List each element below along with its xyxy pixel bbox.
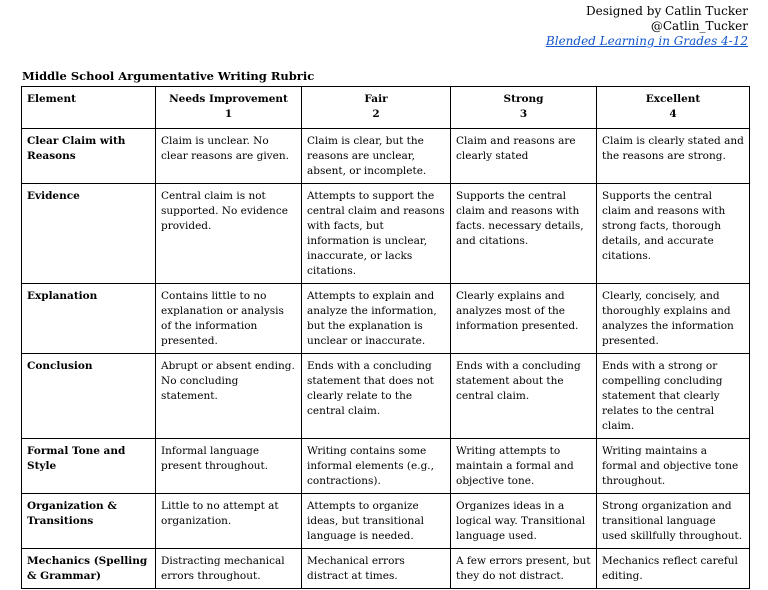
descriptor-cell: Writing maintains a formal and objective tone throughout. [597, 439, 750, 494]
descriptor-cell: Claim is unclear. No clear reasons are given. [156, 129, 302, 184]
table-row [22, 494, 750, 549]
header-row [22, 87, 750, 129]
criterion-cell: Evidence [22, 184, 156, 284]
descriptor-cell: Claim and reasons are clearly stated [451, 129, 597, 184]
descriptor-cell: Clearly, concisely, and thoroughly explains and analyzes the information presented. [597, 284, 750, 354]
table-row [22, 549, 750, 589]
descriptor-cell: Ends with a concluding statement about the central claim. [451, 354, 597, 439]
criterion-cell: Organization & Transitions [22, 494, 156, 549]
level-name: Strong [503, 93, 544, 105]
descriptor-cell: Claim is clear, but the reasons are unclear, absent, or incomplete. [302, 129, 451, 184]
descriptor-cell: Attempts to organize ideas, but transitional language is needed. [302, 494, 451, 549]
descriptor-cell: Abrupt or absent ending. No concluding statement. [156, 354, 302, 439]
level-score: 2 [372, 108, 380, 120]
level-header [302, 87, 451, 129]
criterion-cell: Clear Claim with Reasons [22, 129, 156, 184]
descriptor-cell: Claim is clearly stated and the reasons are strong. [597, 129, 750, 184]
table-row [22, 129, 750, 184]
level-score: 1 [224, 108, 233, 120]
criterion-cell: Formal Tone and Style [22, 439, 156, 494]
descriptor-cell: Central claim is not supported. No evidence provided. [156, 184, 302, 284]
criterion-cell: Conclusion [22, 354, 156, 439]
level-header [156, 87, 302, 129]
level-header [451, 87, 597, 129]
descriptor-cell: Supports the central claim and reasons with strong facts, thorough details, and accurate citations. [597, 184, 750, 284]
descriptor-cell: Contains little to no explanation or analysis of the information presented. [156, 284, 302, 354]
level-name: Needs Improvement [169, 93, 288, 105]
credit-author: Designed by Catlin Tucker [586, 4, 748, 18]
rubric-title: Middle School Argumentative Writing Rubric [22, 69, 315, 83]
designer-credit [546, 4, 748, 49]
descriptor-cell: Distracting mechanical errors throughout. [156, 549, 302, 589]
descriptor-cell: A few errors present, but they do not distract. [451, 549, 597, 589]
credit-handle: @Catlin_Tucker [650, 19, 748, 33]
element-header: Element [22, 87, 156, 129]
descriptor-cell: Mechanical errors distract at times. [302, 549, 451, 589]
descriptor-cell: Attempts to support the central claim and reasons with facts, but information is unclear, inaccurate, or lacks citations. [302, 184, 451, 284]
level-score: 4 [669, 108, 677, 120]
descriptor-cell: Ends with a strong or compelling concluding statement that clearly relates to the central claim. [597, 354, 750, 439]
criterion-cell: Explanation [22, 284, 156, 354]
table-row [22, 284, 750, 354]
level-score: 3 [519, 108, 528, 120]
descriptor-cell: Organizes ideas in a logical way. Transitional language used. [451, 494, 597, 549]
descriptor-cell: Attempts to explain and analyze the information, but the explanation is unclear or inaccurate. [302, 284, 451, 354]
level-name: Excellent [645, 93, 701, 105]
level-name: Fair [364, 93, 388, 105]
book-link[interactable]: Blended Learning in Grades 4-12 [545, 34, 748, 48]
rubric-table [21, 86, 750, 589]
table-row [22, 439, 750, 494]
descriptor-cell: Writing attempts to maintain a formal and objective tone. [451, 439, 597, 494]
level-header [597, 87, 750, 129]
descriptor-cell: Mechanics reflect careful editing. [597, 549, 750, 589]
descriptor-cell: Little to no attempt at organization. [156, 494, 302, 549]
table-row [22, 354, 750, 439]
descriptor-cell: Strong organization and transitional language used skillfully throughout. [597, 494, 750, 549]
descriptor-cell: Informal language present throughout. [156, 439, 302, 494]
descriptor-cell: Ends with a concluding statement that does not clearly relate to the central claim. [302, 354, 451, 439]
criterion-cell: Mechanics (Spelling & Grammar) [22, 549, 156, 589]
descriptor-cell: Supports the central claim and reasons with facts. necessary details, and citations. [451, 184, 597, 284]
table-row [22, 184, 750, 284]
descriptor-cell: Writing contains some informal elements (e.g., contractions). [302, 439, 451, 494]
descriptor-cell: Clearly explains and analyzes most of the information presented. [451, 284, 597, 354]
